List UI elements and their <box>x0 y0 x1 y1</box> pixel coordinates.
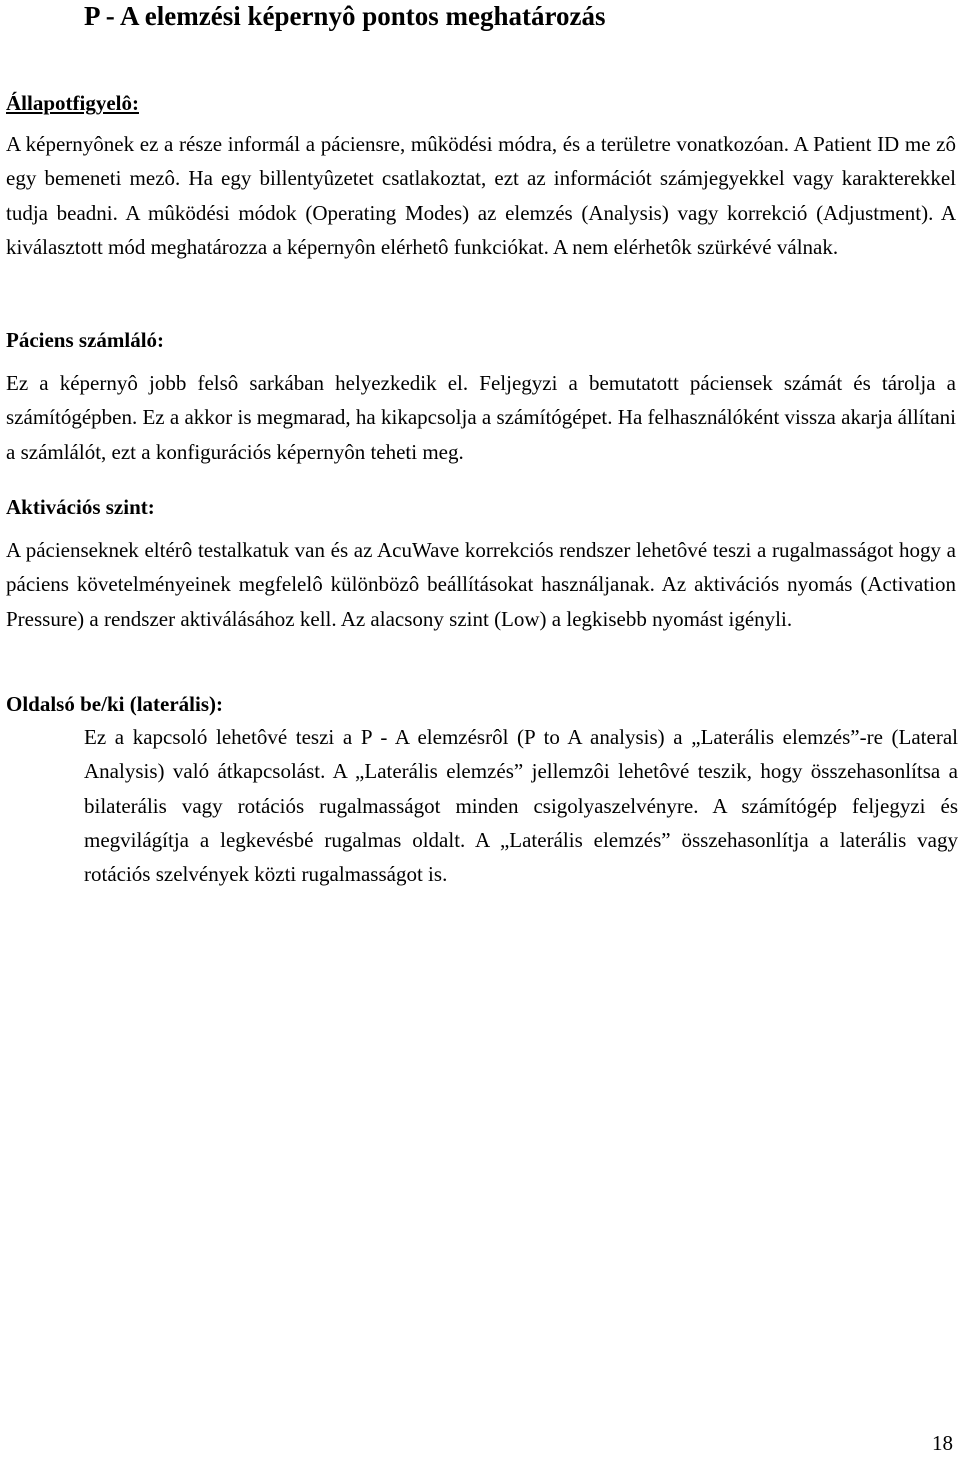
section-heading-status-monitor: Állapotfigyelô: <box>6 91 139 115</box>
page-number: 18 <box>932 1431 953 1455</box>
section-text-activation-level: A pácienseknek eltérô testalkatuk van és az AcuWave korrekciós rendszer lehetôvé teszi a rugalmasságot hogy a páciens követelményeinek megfelelô különbözô beállításokat használjanak. Az aktivációs nyomás (Activation Pressure) a rendszer aktiválásához kell. Az alacsony szint (Low) a legkisebb nyomást igényli. <box>6 538 956 631</box>
section-heading-activation-level: Aktivációs szint: <box>6 495 155 519</box>
section-heading-patient-counter: Páciens számláló: <box>6 328 165 352</box>
section-heading-lateral-switch: Oldalsó be/ki (laterális): <box>6 692 223 716</box>
section-text-patient-counter: Ez a képernyô jobb felsô sarkában helyezkedik el. Feljegyzi a bemutatott páciensek számát és tárolja a számítógépben. Ez a akkor is megmarad, ha kikapcsolja a számítógépet. Ha felhasználóként vissza akarja állítani a számlálót, ezt a konfigurációs képernyôn teheti meg. <box>6 371 956 464</box>
page-title: P - A elemzési képernyô pontos meghatározás <box>84 1 606 31</box>
section-text-lateral-switch: Ez a kapcsoló lehetôvé teszi a P - A elemzésrôl (P to A analysis) a „Laterális elemzés”-re (Lateral Analysis) való átkapcsolást. A „Laterális elemzés” jellemzôi lehetôvé teszik, hogy összehasonlítsa a bilaterális vagy rotációs rugalmasságot minden csigolyaszelvényre. A számítógép feljegyzi és megvilágítja a legkevésbé rugalmas oldalt. A „Laterális elemzés” összehasonlítja a laterális vagy rotációs szelvények közti rugalmasságot is. <box>84 725 958 887</box>
section-text-status-monitor: A képernyônek ez a része informál a páciensre, mûködési módra, és a területre vonatkozóan. A Patient ID me zô egy bemeneti mezô. Ha egy billentyûzetet csatlakoztat, ezt az információt számjegyekkel vagy karakterekkel tudja beadni. A mûködési módok (Operating Modes) az elemzés (Analysis) vagy korrekció (Adjustment). A kiválasztott mód meghatározza a képernyôn elérhetô funkciókat. A nem elérhetôk szürkévé válnak. <box>6 132 956 259</box>
